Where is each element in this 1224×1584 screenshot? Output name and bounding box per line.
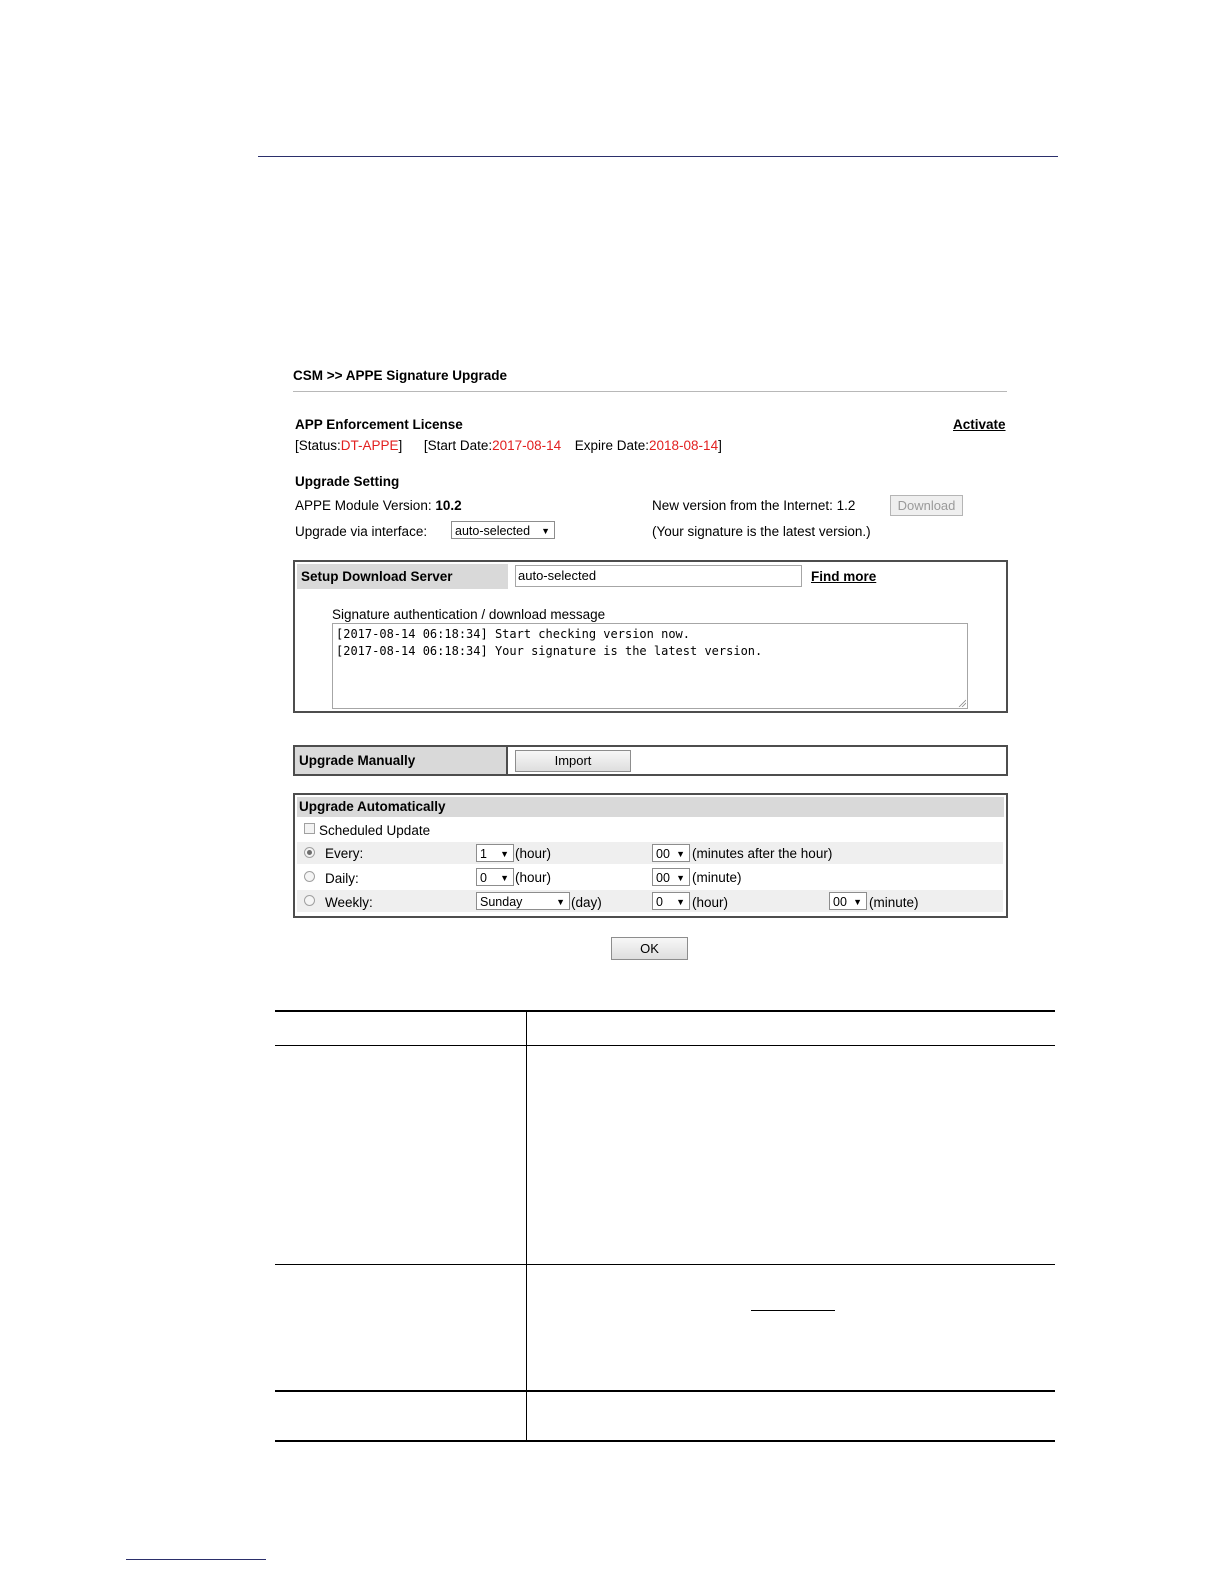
every-hour-unit: (hour) [515,846,552,861]
license-heading: APP Enforcement License [295,417,463,432]
activate-link[interactable]: Activate [953,417,1006,432]
status-prefix: [Status: [295,438,341,453]
table-top-rule [275,1010,1055,1012]
expire-date-suffix: ] [718,438,722,453]
weekly-label: Weekly: [325,895,373,910]
every-minute-unit: (minutes after the hour) [692,846,833,861]
manual-upgrade-label: Upgrade Manually [295,747,508,774]
chevron-down-icon: ▼ [676,873,685,883]
ok-button[interactable]: OK [611,937,688,960]
chevron-down-icon: ▼ [541,526,550,536]
weekly-radio[interactable] [304,895,315,906]
license-status-line [295,438,722,453]
interface-select[interactable] [451,521,555,539]
table-column-divider [526,1011,527,1441]
daily-hour-unit: (hour) [515,870,552,885]
weekly-minute-select[interactable] [829,892,867,910]
chevron-down-icon: ▼ [853,897,862,907]
expire-date-prefix: Expire Date: [574,438,650,453]
table-header-rule [275,1045,1055,1046]
start-date-prefix: [Start Date: [423,438,493,453]
daily-hour-value: 0 [480,871,487,885]
daily-minute-unit: (minute) [692,870,742,885]
daily-label: Daily: [325,871,359,886]
weekly-day-select[interactable] [476,892,570,910]
latest-version-note: (Your signature is the latest version.) [652,524,871,539]
scheduled-update-checkbox[interactable] [304,823,315,834]
status-suffix: ] [398,438,403,453]
daily-hour-select[interactable] [476,868,514,886]
start-date-value: 2017-08-14 [492,438,562,453]
module-version-label: APPE Module Version: [295,498,432,513]
header-rule [258,156,1058,157]
chevron-down-icon: ▼ [676,849,685,859]
chevron-down-icon: ▼ [676,897,685,907]
daily-radio[interactable] [304,871,315,882]
download-button[interactable]: Download [890,495,963,516]
new-version-label: New version from the Internet: 1.2 [652,498,856,513]
every-row [297,842,1003,864]
chevron-down-icon: ▼ [500,849,509,859]
weekly-day-unit: (day) [571,895,602,910]
upgrade-setting-heading: Upgrade Setting [295,474,400,489]
scheduled-update-label: Scheduled Update [319,823,431,838]
resize-grip-icon[interactable] [958,699,966,707]
module-version-line [295,498,462,513]
underline-mark [751,1310,835,1311]
expire-date-value: 2018-08-14 [649,438,719,453]
message-line: [2017-08-14 06:18:34] Start checking version now. [336,627,691,641]
message-line: [2017-08-14 06:18:34] Your signature is the latest version. [336,643,763,658]
weekly-hour-unit: (hour) [692,895,729,910]
interface-select-value: auto-selected [455,524,531,538]
weekly-minute-unit: (minute) [869,895,919,910]
message-textarea[interactable] [332,623,968,709]
footer-rule [126,1559,266,1560]
every-hour-select[interactable] [476,844,514,862]
every-hour-value: 1 [480,847,487,861]
daily-minute-value: 00 [656,871,670,885]
every-minute-value: 00 [656,847,670,861]
status-value: DT-APPE [340,438,399,453]
every-label: Every: [325,846,364,861]
table-bottom-rule [275,1440,1055,1442]
weekly-minute-value: 00 [833,895,847,909]
table-row-rule [275,1264,1055,1265]
download-server-input[interactable]: auto-selected [515,565,802,587]
auto-upgrade-heading: Upgrade Automatically [297,797,1004,817]
message-label: Signature authentication / download message [332,607,606,622]
weekly-day-value: Sunday [480,895,523,909]
module-version-value: 10.2 [435,498,462,513]
interface-label: Upgrade via interface: [295,524,428,539]
title-divider [293,391,1007,392]
find-more-link[interactable]: Find more [811,569,877,584]
every-radio[interactable] [304,847,315,858]
every-minute-select[interactable] [652,844,690,862]
weekly-hour-select[interactable] [652,892,690,910]
chevron-down-icon: ▼ [500,873,509,883]
daily-minute-select[interactable] [652,868,690,886]
table-row-rule [275,1390,1055,1392]
page-title: CSM >> APPE Signature Upgrade [293,368,508,383]
chevron-down-icon: ▼ [556,897,565,907]
weekly-hour-value: 0 [656,895,663,909]
import-button[interactable]: Import [515,750,631,772]
download-server-label: Setup Download Server [297,564,508,589]
